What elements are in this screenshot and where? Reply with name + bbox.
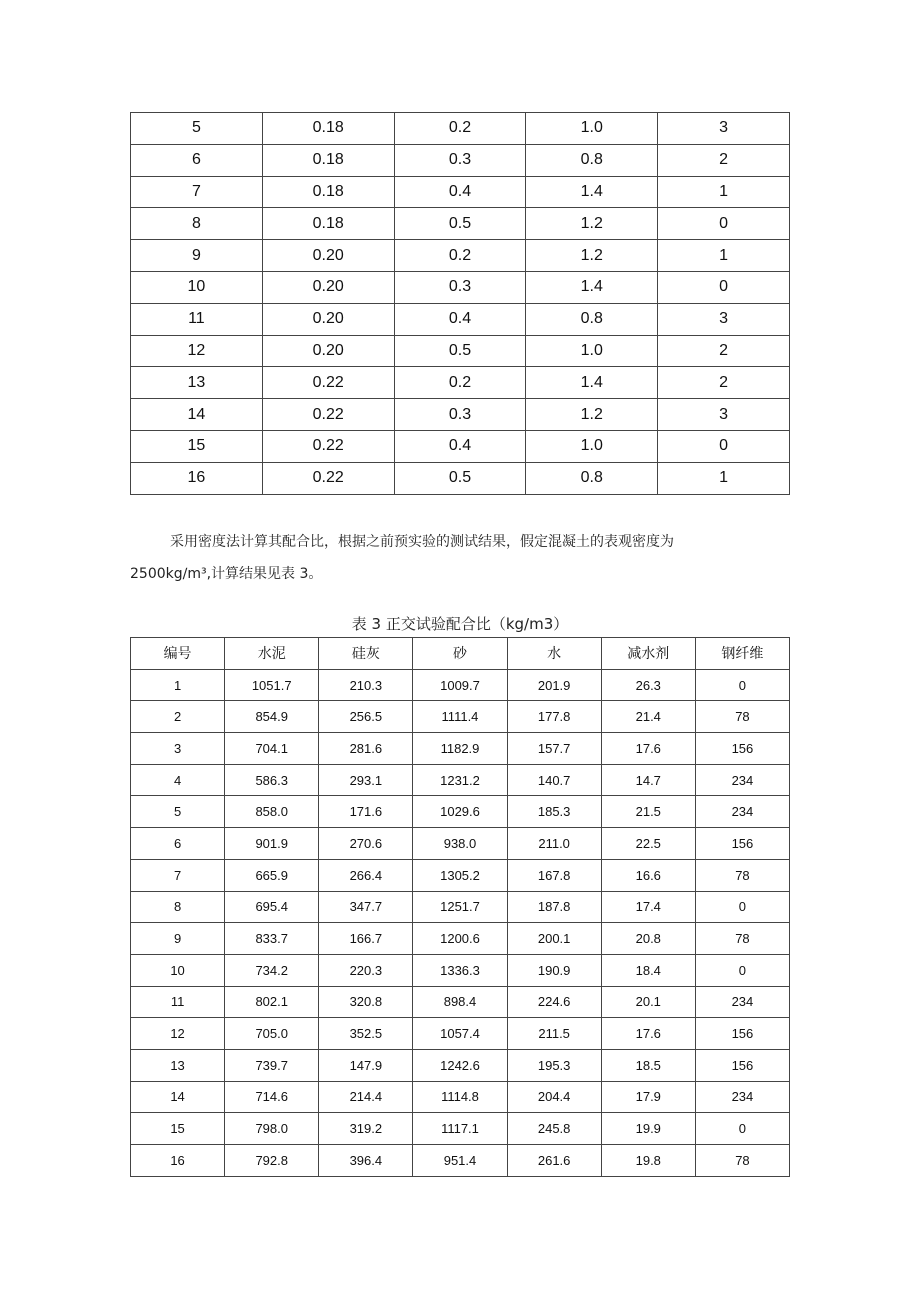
table-cell: 0.20 xyxy=(262,271,394,303)
table-cell: 17.6 xyxy=(601,733,695,765)
column-header: 钢纤维 xyxy=(695,638,789,670)
table-cell: 901.9 xyxy=(225,828,319,860)
table-cell: 166.7 xyxy=(319,923,413,955)
table-cell: 0.20 xyxy=(262,335,394,367)
table-cell: 938.0 xyxy=(413,828,507,860)
table-cell: 167.8 xyxy=(507,859,601,891)
table-row xyxy=(131,669,790,701)
table-cell: 1117.1 xyxy=(413,1113,507,1145)
factor-level-table-body xyxy=(131,113,790,495)
table-cell: 9 xyxy=(131,240,263,272)
table-row xyxy=(131,923,790,955)
table-cell: 3 xyxy=(658,303,790,335)
table-cell: 0.20 xyxy=(262,303,394,335)
table-cell: 0.18 xyxy=(262,144,394,176)
table-cell: 1.0 xyxy=(526,430,658,462)
table-cell: 0.4 xyxy=(394,303,526,335)
table-cell: 739.7 xyxy=(225,1049,319,1081)
table-cell: 0 xyxy=(695,954,789,986)
table-cell: 1111.4 xyxy=(413,701,507,733)
table-cell: 26.3 xyxy=(601,669,695,701)
table-cell: 256.5 xyxy=(319,701,413,733)
table-cell: 156 xyxy=(695,1018,789,1050)
table-row xyxy=(131,1145,790,1177)
table-cell: 78 xyxy=(695,701,789,733)
table-cell: 187.8 xyxy=(507,891,601,923)
table-cell: 195.3 xyxy=(507,1049,601,1081)
table-row xyxy=(131,303,790,335)
table-cell: 17.6 xyxy=(601,1018,695,1050)
table-cell: 0.8 xyxy=(526,303,658,335)
table-cell: 1.2 xyxy=(526,240,658,272)
table-cell: 20.8 xyxy=(601,923,695,955)
table-cell: 234 xyxy=(695,764,789,796)
table-cell: 0 xyxy=(695,891,789,923)
table-row xyxy=(131,954,790,986)
table-cell: 21.4 xyxy=(601,701,695,733)
table-cell: 0 xyxy=(658,430,790,462)
table-cell: 2 xyxy=(131,701,225,733)
table-cell: 6 xyxy=(131,828,225,860)
table-row xyxy=(131,733,790,765)
table-cell: 0.8 xyxy=(526,144,658,176)
table-cell: 7 xyxy=(131,176,263,208)
table-row xyxy=(131,144,790,176)
table-row xyxy=(131,113,790,145)
table-cell: 14.7 xyxy=(601,764,695,796)
table-cell: 0.3 xyxy=(394,271,526,303)
table-row xyxy=(131,859,790,891)
table-row xyxy=(131,1018,790,1050)
table-cell: 1051.7 xyxy=(225,669,319,701)
table-cell: 0.20 xyxy=(262,240,394,272)
table-cell: 1305.2 xyxy=(413,859,507,891)
table-row xyxy=(131,462,790,494)
table-cell: 156 xyxy=(695,828,789,860)
table-cell: 190.9 xyxy=(507,954,601,986)
table-cell: 0.18 xyxy=(262,113,394,145)
table-cell: 147.9 xyxy=(319,1049,413,1081)
table-cell: 3 xyxy=(131,733,225,765)
table-row xyxy=(131,430,790,462)
table-cell: 220.3 xyxy=(319,954,413,986)
table-cell: 270.6 xyxy=(319,828,413,860)
table-cell: 1009.7 xyxy=(413,669,507,701)
table-cell: 0.2 xyxy=(394,113,526,145)
table-row xyxy=(131,986,790,1018)
table-cell: 22.5 xyxy=(601,828,695,860)
table-cell: 200.1 xyxy=(507,923,601,955)
table-cell: 1 xyxy=(658,240,790,272)
table-cell: 214.4 xyxy=(319,1081,413,1113)
table-cell: 4 xyxy=(131,764,225,796)
table-cell: 18.5 xyxy=(601,1049,695,1081)
table-cell: 7 xyxy=(131,859,225,891)
table-cell: 17.9 xyxy=(601,1081,695,1113)
table-cell: 0.18 xyxy=(262,208,394,240)
table-cell: 19.9 xyxy=(601,1113,695,1145)
table-cell: 0.8 xyxy=(526,462,658,494)
table-cell: 0.2 xyxy=(394,240,526,272)
table-cell: 833.7 xyxy=(225,923,319,955)
table-cell: 0.5 xyxy=(394,462,526,494)
table-cell: 0.4 xyxy=(394,430,526,462)
column-header: 水 xyxy=(507,638,601,670)
table-cell: 171.6 xyxy=(319,796,413,828)
table-cell: 2 xyxy=(658,335,790,367)
table-cell: 210.3 xyxy=(319,669,413,701)
table-cell: 792.8 xyxy=(225,1145,319,1177)
table-cell: 6 xyxy=(131,144,263,176)
table-cell: 185.3 xyxy=(507,796,601,828)
table-cell: 1.4 xyxy=(526,367,658,399)
table-cell: 157.7 xyxy=(507,733,601,765)
table-cell: 1.2 xyxy=(526,399,658,431)
table-cell: 1 xyxy=(131,669,225,701)
table-cell: 1.0 xyxy=(526,335,658,367)
table-cell: 1114.8 xyxy=(413,1081,507,1113)
table-cell: 15 xyxy=(131,1113,225,1145)
table-cell: 0 xyxy=(695,669,789,701)
mix-proportion-table-body xyxy=(131,638,790,1177)
table-cell: 0 xyxy=(695,1113,789,1145)
table-cell: 854.9 xyxy=(225,701,319,733)
table-cell: 13 xyxy=(131,367,263,399)
table-cell: 17.4 xyxy=(601,891,695,923)
table-row xyxy=(131,796,790,828)
table-cell: 12 xyxy=(131,335,263,367)
table-cell: 140.7 xyxy=(507,764,601,796)
table-cell: 204.4 xyxy=(507,1081,601,1113)
table-cell: 16 xyxy=(131,1145,225,1177)
table-cell: 1029.6 xyxy=(413,796,507,828)
table-cell: 293.1 xyxy=(319,764,413,796)
table-cell: 261.6 xyxy=(507,1145,601,1177)
table-cell: 10 xyxy=(131,271,263,303)
table-row xyxy=(131,240,790,272)
table-header-row xyxy=(131,638,790,670)
mix-proportion-table xyxy=(130,637,790,1177)
table-cell: 224.6 xyxy=(507,986,601,1018)
table-cell: 0.3 xyxy=(394,399,526,431)
table-cell: 0 xyxy=(658,271,790,303)
table-row xyxy=(131,176,790,208)
table-cell: 78 xyxy=(695,923,789,955)
table-cell: 705.0 xyxy=(225,1018,319,1050)
table-cell: 11 xyxy=(131,986,225,1018)
paragraph-line-2: 2500kg∕m³,计算结果见表 3。 xyxy=(130,566,323,582)
table-cell: 798.0 xyxy=(225,1113,319,1145)
table-cell: 0.5 xyxy=(394,335,526,367)
table-cell: 12 xyxy=(131,1018,225,1050)
table-row xyxy=(131,335,790,367)
table-cell: 78 xyxy=(695,1145,789,1177)
table-cell: 1 xyxy=(658,462,790,494)
table-row xyxy=(131,1113,790,1145)
table-cell: 1336.3 xyxy=(413,954,507,986)
column-header: 水泥 xyxy=(225,638,319,670)
table-cell: 586.3 xyxy=(225,764,319,796)
table-cell: 802.1 xyxy=(225,986,319,1018)
column-header: 编号 xyxy=(131,638,225,670)
table-cell: 211.0 xyxy=(507,828,601,860)
table-cell: 352.5 xyxy=(319,1018,413,1050)
table-cell: 234 xyxy=(695,1081,789,1113)
table-cell: 14 xyxy=(131,1081,225,1113)
table-cell: 734.2 xyxy=(225,954,319,986)
table-cell: 1.4 xyxy=(526,271,658,303)
table-cell: 156 xyxy=(695,733,789,765)
table-cell: 0.22 xyxy=(262,430,394,462)
table-cell: 0 xyxy=(658,208,790,240)
table-cell: 0.3 xyxy=(394,144,526,176)
paragraph-text-1: 采用密度法计算其配合比，根据之前预实验的测试结果，假定混凝土的表观密度为 xyxy=(170,534,674,550)
table-cell: 1.4 xyxy=(526,176,658,208)
table-cell: 347.7 xyxy=(319,891,413,923)
table-cell: 2 xyxy=(658,144,790,176)
table-cell: 10 xyxy=(131,954,225,986)
table-cell: 898.4 xyxy=(413,986,507,1018)
table-cell: 16.6 xyxy=(601,859,695,891)
table-cell: 2 xyxy=(658,367,790,399)
table-cell: 234 xyxy=(695,796,789,828)
table-row xyxy=(131,701,790,733)
table-cell: 201.9 xyxy=(507,669,601,701)
table-cell: 211.5 xyxy=(507,1018,601,1050)
table-cell: 0.4 xyxy=(394,176,526,208)
table-cell: 0.22 xyxy=(262,399,394,431)
table-cell: 1.0 xyxy=(526,113,658,145)
paragraph-line-1 xyxy=(130,526,790,558)
table-cell: 3 xyxy=(658,113,790,145)
table-cell: 3 xyxy=(658,399,790,431)
table-cell: 396.4 xyxy=(319,1145,413,1177)
table-cell: 320.8 xyxy=(319,986,413,1018)
table-cell: 177.8 xyxy=(507,701,601,733)
table-cell: 266.4 xyxy=(319,859,413,891)
table-row xyxy=(131,828,790,860)
table-row xyxy=(131,764,790,796)
table-cell: 234 xyxy=(695,986,789,1018)
table-cell: 281.6 xyxy=(319,733,413,765)
table-cell: 1251.7 xyxy=(413,891,507,923)
table-row xyxy=(131,367,790,399)
table-row xyxy=(131,1049,790,1081)
table-row xyxy=(131,271,790,303)
table-cell: 8 xyxy=(131,891,225,923)
table-cell: 704.1 xyxy=(225,733,319,765)
table-cell: 665.9 xyxy=(225,859,319,891)
table-cell: 0.5 xyxy=(394,208,526,240)
table-cell: 5 xyxy=(131,113,263,145)
table-3-caption: 表 3 正交试验配合比（kg∕m3） xyxy=(351,615,569,633)
table-cell: 16 xyxy=(131,462,263,494)
table-cell: 1242.6 xyxy=(413,1049,507,1081)
table-cell: 18.4 xyxy=(601,954,695,986)
table-cell: 9 xyxy=(131,923,225,955)
table-cell: 1 xyxy=(658,176,790,208)
table-row xyxy=(131,399,790,431)
table-cell: 319.2 xyxy=(319,1113,413,1145)
table-cell: 245.8 xyxy=(507,1113,601,1145)
column-header: 硅灰 xyxy=(319,638,413,670)
table-cell: 714.6 xyxy=(225,1081,319,1113)
table-cell: 19.8 xyxy=(601,1145,695,1177)
table-cell: 15 xyxy=(131,430,263,462)
table-cell: 14 xyxy=(131,399,263,431)
column-header: 减水剂 xyxy=(601,638,695,670)
table-cell: 1.2 xyxy=(526,208,658,240)
column-header: 砂 xyxy=(413,638,507,670)
body-paragraph xyxy=(130,526,790,590)
table-cell: 21.5 xyxy=(601,796,695,828)
table-cell: 8 xyxy=(131,208,263,240)
table-cell: 78 xyxy=(695,859,789,891)
table-cell: 156 xyxy=(695,1049,789,1081)
table-cell: 0.18 xyxy=(262,176,394,208)
table-cell: 13 xyxy=(131,1049,225,1081)
table-cell: 951.4 xyxy=(413,1145,507,1177)
table-cell: 20.1 xyxy=(601,986,695,1018)
table-cell: 858.0 xyxy=(225,796,319,828)
table-row xyxy=(131,1081,790,1113)
table-cell: 0.2 xyxy=(394,367,526,399)
table-cell: 11 xyxy=(131,303,263,335)
table-row xyxy=(131,208,790,240)
table-cell: 1231.2 xyxy=(413,764,507,796)
table-cell: 1057.4 xyxy=(413,1018,507,1050)
table-cell: 0.22 xyxy=(262,462,394,494)
table-cell: 5 xyxy=(131,796,225,828)
factor-level-table xyxy=(130,112,790,495)
table-cell: 1182.9 xyxy=(413,733,507,765)
table-cell: 1200.6 xyxy=(413,923,507,955)
table-cell: 0.22 xyxy=(262,367,394,399)
table-row xyxy=(131,891,790,923)
table-cell: 695.4 xyxy=(225,891,319,923)
